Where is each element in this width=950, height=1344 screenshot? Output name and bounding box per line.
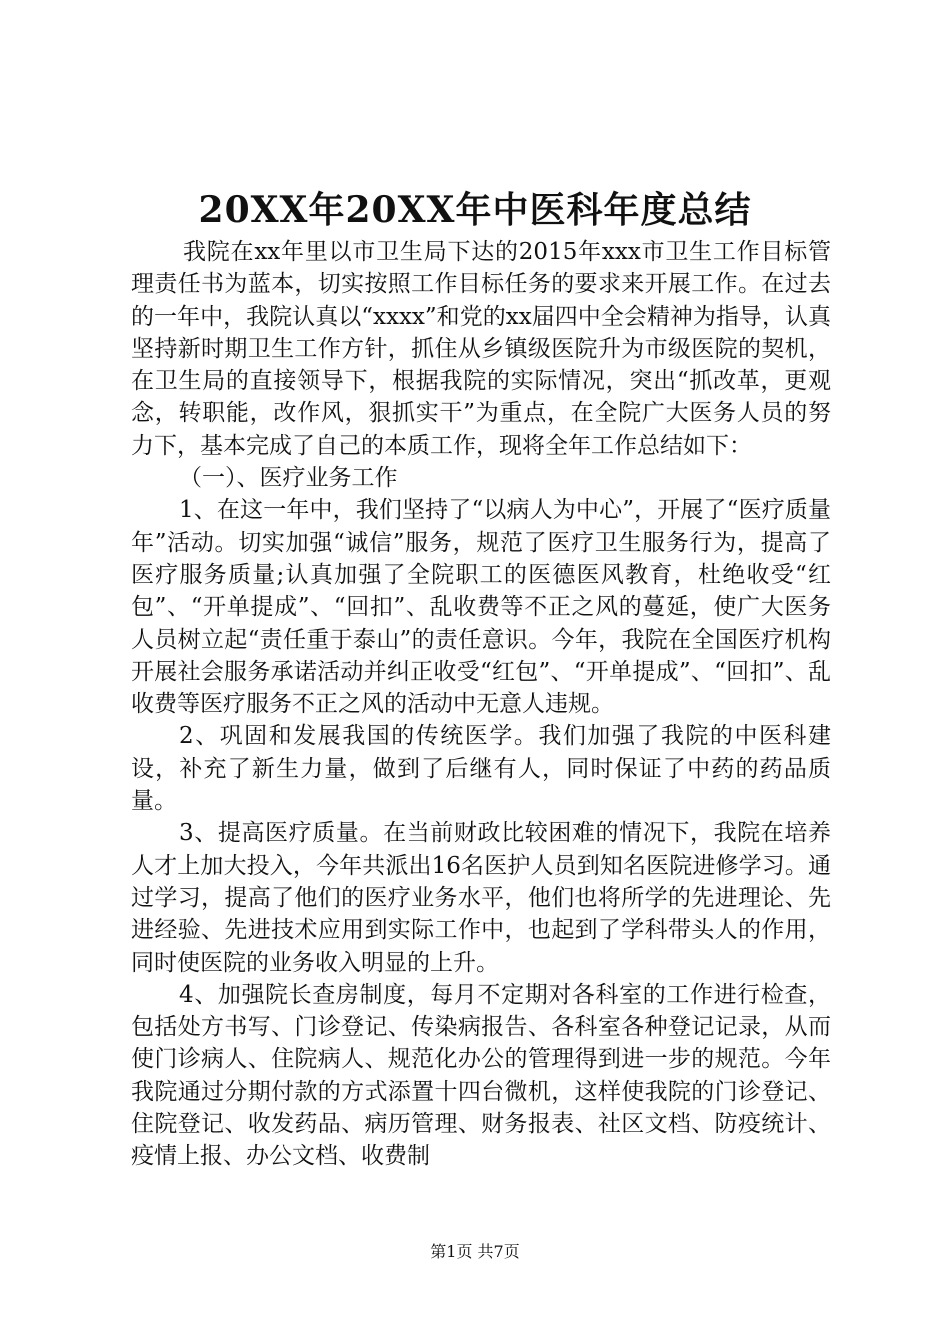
- document-title: 20XX年20XX年中医科年度总结: [198, 189, 752, 231]
- intro-paragraph: 我院在xx年里以市卫生局下达的2015年xxx市卫生工作目标管理责任书为蓝本，切实按照工作目标任务的要求来开展工作。在过去的一年中，我院认真以“xxxx”和党的xx届四中全会精神为指导，认真坚持新时期卫生工作方针，抓住从乡镇级医院升为市级医院的契机，在卫生局的直接领导下，根据我院的实际情况，突出“抓改革，更观念，转职能，改作风，狠抓实干”为重点，在全院广大医务人员的努力下，基本完成了自己的本质工作，现将全年工作总结如下：: [131, 239, 831, 459]
- page-number-footer: 第1页 共7页: [430, 1242, 520, 1261]
- item-paragraph-3: 3、提高医疗质量。在当前财政比较困难的情况下，我院在培养人才上加大投入，今年共派出16名医护人员到知名医院进修学习。通过学习，提高了他们的医疗业务水平，他们也将所学的先进理论、先进经验、先进技术应用到实际工作中，也起到了学科带头人的作用，同时使医院的业务收入明显的上升。: [131, 820, 831, 976]
- item-paragraph-1: 1、在这一年中，我们坚持了“以病人为中心”，开展了“医疗质量年”活动。切实加强“诚信”服务，规范了医疗卫生服务行为，提高了医疗服务质量;认真加强了全院职工的医德医风教育，杜绝收受“红包”、“开单提成”、“回扣”、乱收费等不正之风的蔓延，使广大医务人员树立起“责任重于泰山”的责任意识。今年，我院在全国医疗机构开展社会服务承诺活动并纠正收受“红包”、“开单提成”、“回扣”、乱收费等医疗服务不正之风的活动中无意人违规。: [131, 497, 831, 718]
- item-paragraph-4: 4、加强院长查房制度，每月不定期对各科室的工作进行检查，包括处方书写、门诊登记、传染病报告、各科室各种登记记录，从而使门诊病人、住院病人、规范化办公的管理得到进一步的规范。今年我院通过分期付款的方式添置十四台微机，这样使我院的门诊登记、住院登记、收发药品、病历管理、财务报表、社区文档、防疫统计、疫情上报、办公文档、收费制: [131, 981, 831, 1170]
- item-paragraph-2: 2、巩固和发展我国的传统医学。我们加强了我院的中医科建设，补充了新生力量，做到了后继有人，同时保证了中药的药品质量。: [131, 723, 831, 815]
- document-body: [131, 236, 831, 1173]
- section-heading: （一）、医疗业务工作: [179, 465, 398, 492]
